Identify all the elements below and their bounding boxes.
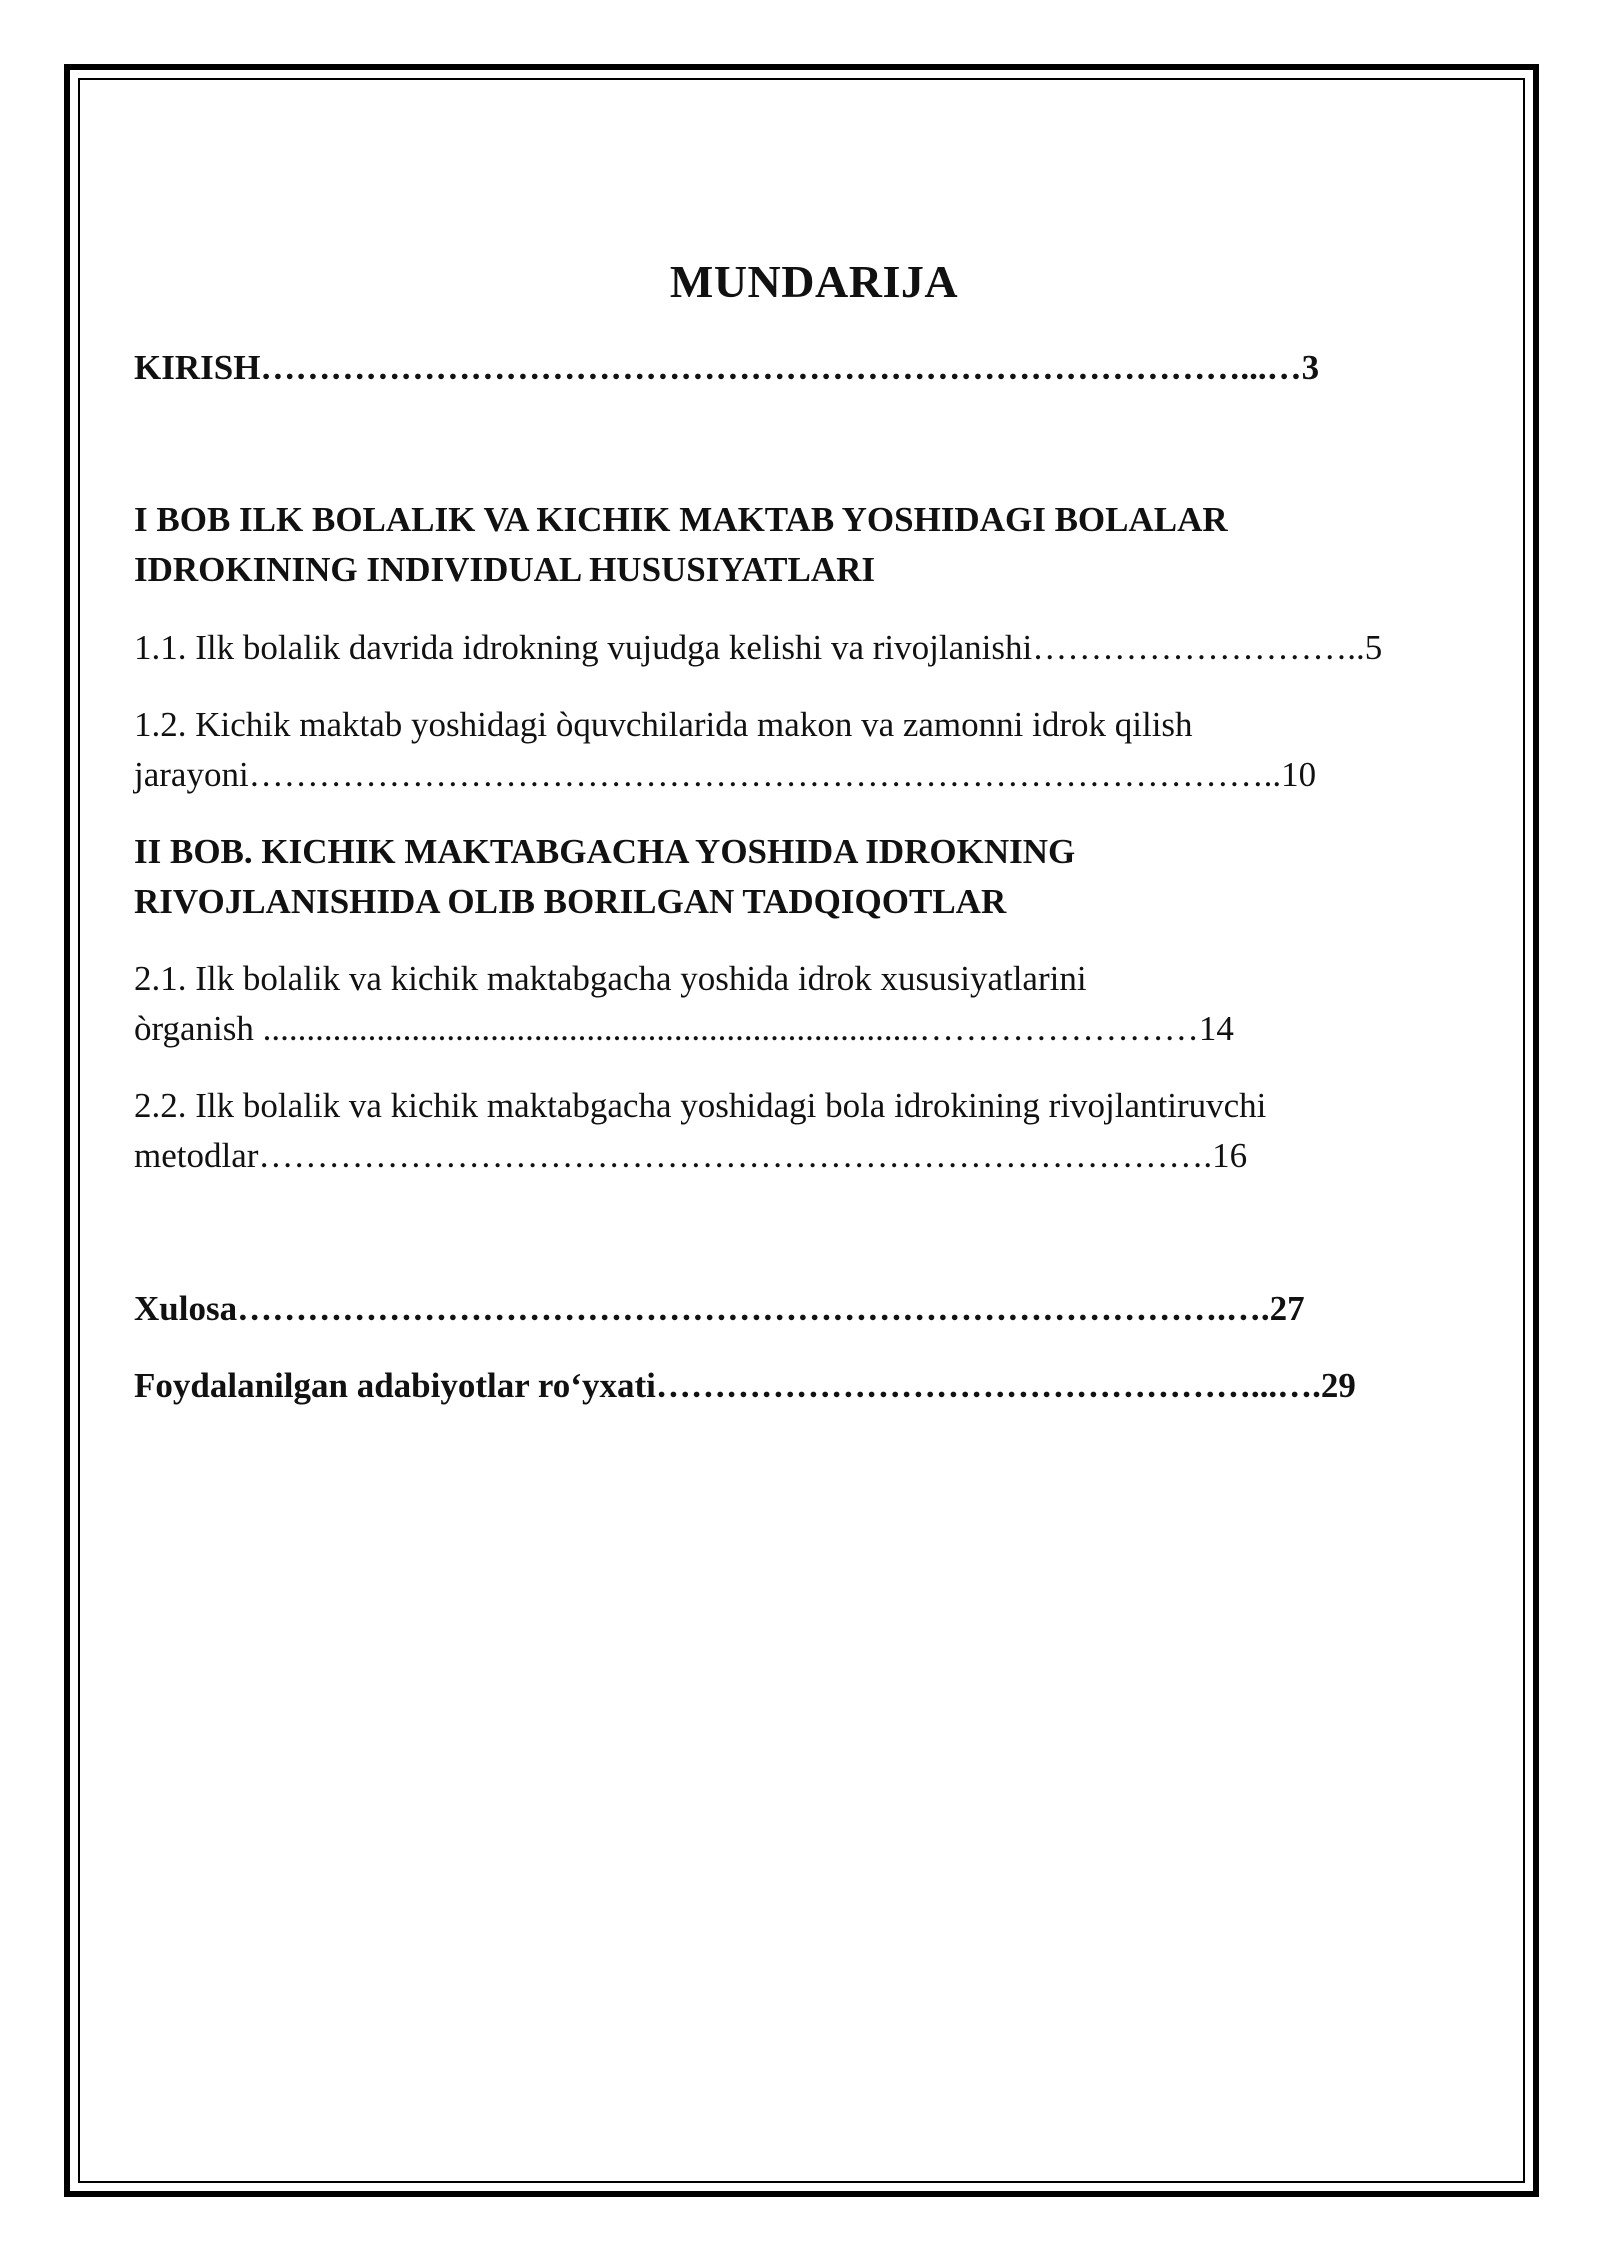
toc-entry-2-1-line-2: òrganish ...........................................................................……………………14 — [134, 1009, 1234, 1048]
toc-entry-1-2-line-1: 1.2. Kichik maktab yoshidagi òquvchilarida makon va zamonni idrok qilish — [134, 705, 1193, 744]
toc-chapter-2-heading-line-2: RIVOJLANISHIDA OLIB BORILGAN TADQIQOTLAR — [134, 882, 1007, 921]
toc-entry-2-1-line-1: 2.1. Ilk bolalik va kichik maktabgacha yoshida idrok xususiyatlarini — [134, 959, 1087, 998]
page-title: MUNDARIJA — [669, 256, 959, 307]
toc-entry-intro: KIRISH…………………………………………………………………………...…3 — [134, 348, 1320, 387]
toc-chapter-1-heading-line-2: IDROKINING INDIVIDUAL HUSUSIYATLARI — [134, 550, 875, 589]
toc-entry-1-2-line-2: jarayoni……………………………………………………………………………..10 — [134, 755, 1317, 794]
toc-entry-1-1: 1.1. Ilk bolalik davrida idrokning vujudga kelishi va rivojlanishi………………………..5 — [134, 628, 1383, 667]
toc-entry-references: Foydalanilgan adabiyotlar ro‘yxati……………………………………………...….29 — [134, 1366, 1356, 1405]
toc-chapter-1-heading-line-1: I BOB ILK BOLALIK VA KICHIK MAKTAB YOSHIDAGI BOLALAR — [134, 500, 1228, 539]
toc-entry-2-2-line-1: 2.2. Ilk bolalik va kichik maktabgacha yoshidagi bola idrokining rivojlantiruvchi — [134, 1086, 1267, 1125]
toc-entry-2-2-line-2: metodlar……………………………………………………………………….16 — [134, 1136, 1248, 1175]
toc-chapter-2-heading-line-1: II BOB. KICHIK MAKTABGACHA YOSHIDA IDROKNING — [134, 832, 1076, 871]
toc-entry-conclusion: Xulosa………………………………………………………………………….….27 — [134, 1289, 1305, 1328]
